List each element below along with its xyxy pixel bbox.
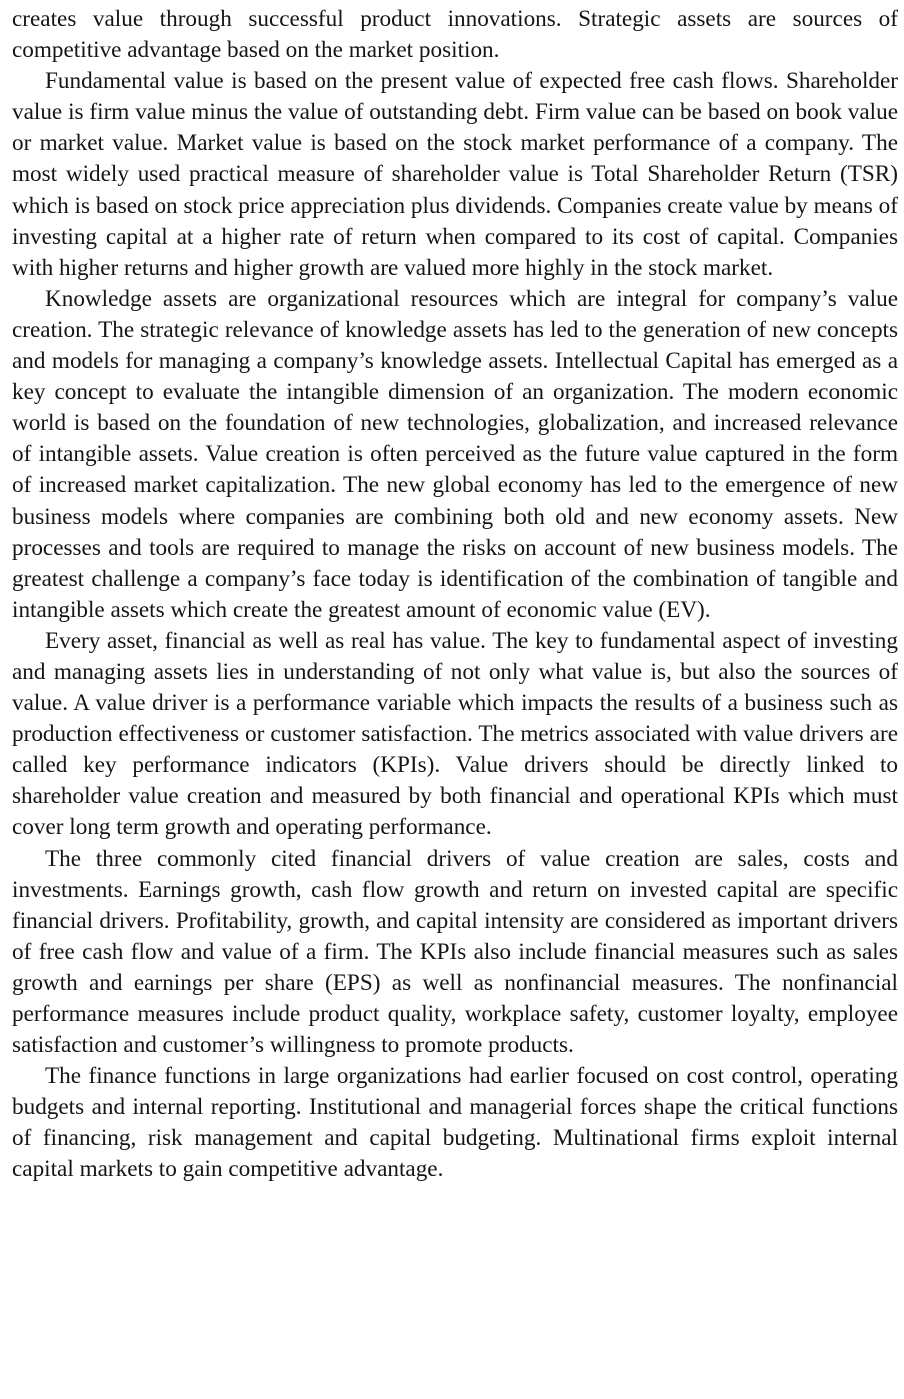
- paragraph-knowledge-assets: Knowledge assets are organizational resources which are integral for company’s value creation. The strategic relevance of knowledge assets has led to the generation of new concepts and models for managing a company’s knowledge assets. Intellectual Capital has emerged as a key concept to evaluate the intangible dimension of an organization. The modern economic world is based on the foundation of new technologies, globalization, and increased relevance of intangible assets. Value creation is often perceived as the future value captured in the form of increased market capitalization. The new global economy has led to the emergence of new business models where companies are combining both old and new economy assets. New processes and tools are required to manage the risks on account of new business models. The greatest challenge a company’s face today is identification of the combination of tangible and intangible assets which create the greatest amount of economic value (EV).: [12, 285, 898, 623]
- paragraph-value-drivers: Every asset, financial as well as real has value. The key to fundamental aspect of investing and managing assets lies in understanding of not only what value is, but also the sources of value. A value driver is a performance variable which impacts the results of a business such as production effectiveness or customer satisfaction. The metrics associated with value drivers are called key performance indicators (KPIs). Value drivers should be directly linked to shareholder value creation and measured by both financial and operational KPIs which must cover long term growth and operating performance.: [12, 627, 898, 841]
- paragraph-financial-drivers: The three commonly cited financial drivers of value creation are sales, costs and investments. Earnings growth, cash flow growth and return on invested capital are specific financial drivers. Profitability, growth, and capital intensity are considered as important drivers of free cash flow and value of a firm. The KPIs also include financial measures such as sales growth and earnings per share (EPS) as well as nonfinancial measures. The nonfinancial performance measures include product quality, workplace safety, customer loyalty, employee satisfaction and customer’s willingness to promote products.: [12, 845, 898, 1059]
- paragraph-fundamental-value: Fundamental value is based on the present value of expected free cash flows. Shareholder value is firm value minus the value of outstanding debt. Firm value can be based on book value or market value. Market value is based on the stock market performance of a company. The most widely used practical measure of shareholder value is Total Shareholder Return (TSR) which is based on stock price appreciation plus dividends. Companies create value by means of investing capital at a higher rate of return when compared to its cost of capital. Companies with higher returns and higher growth are valued more highly in the stock market.: [12, 68, 898, 281]
- document-page: [12, 0, 898, 1399]
- paragraph-finance-functions: The finance functions in large organizations had earlier focused on cost control, operating budgets and internal reporting. Institutional and managerial forces shape the critical functions of financing, risk management and capital budgeting. Multinational firms exploit internal capital markets to gain competitive advantage.: [12, 1063, 898, 1183]
- body-text: [12, 4, 898, 1186]
- paragraph-continuation: creates value through successful product innovations. Strategic assets are sources of competitive advantage based on the market position.: [12, 6, 898, 64]
